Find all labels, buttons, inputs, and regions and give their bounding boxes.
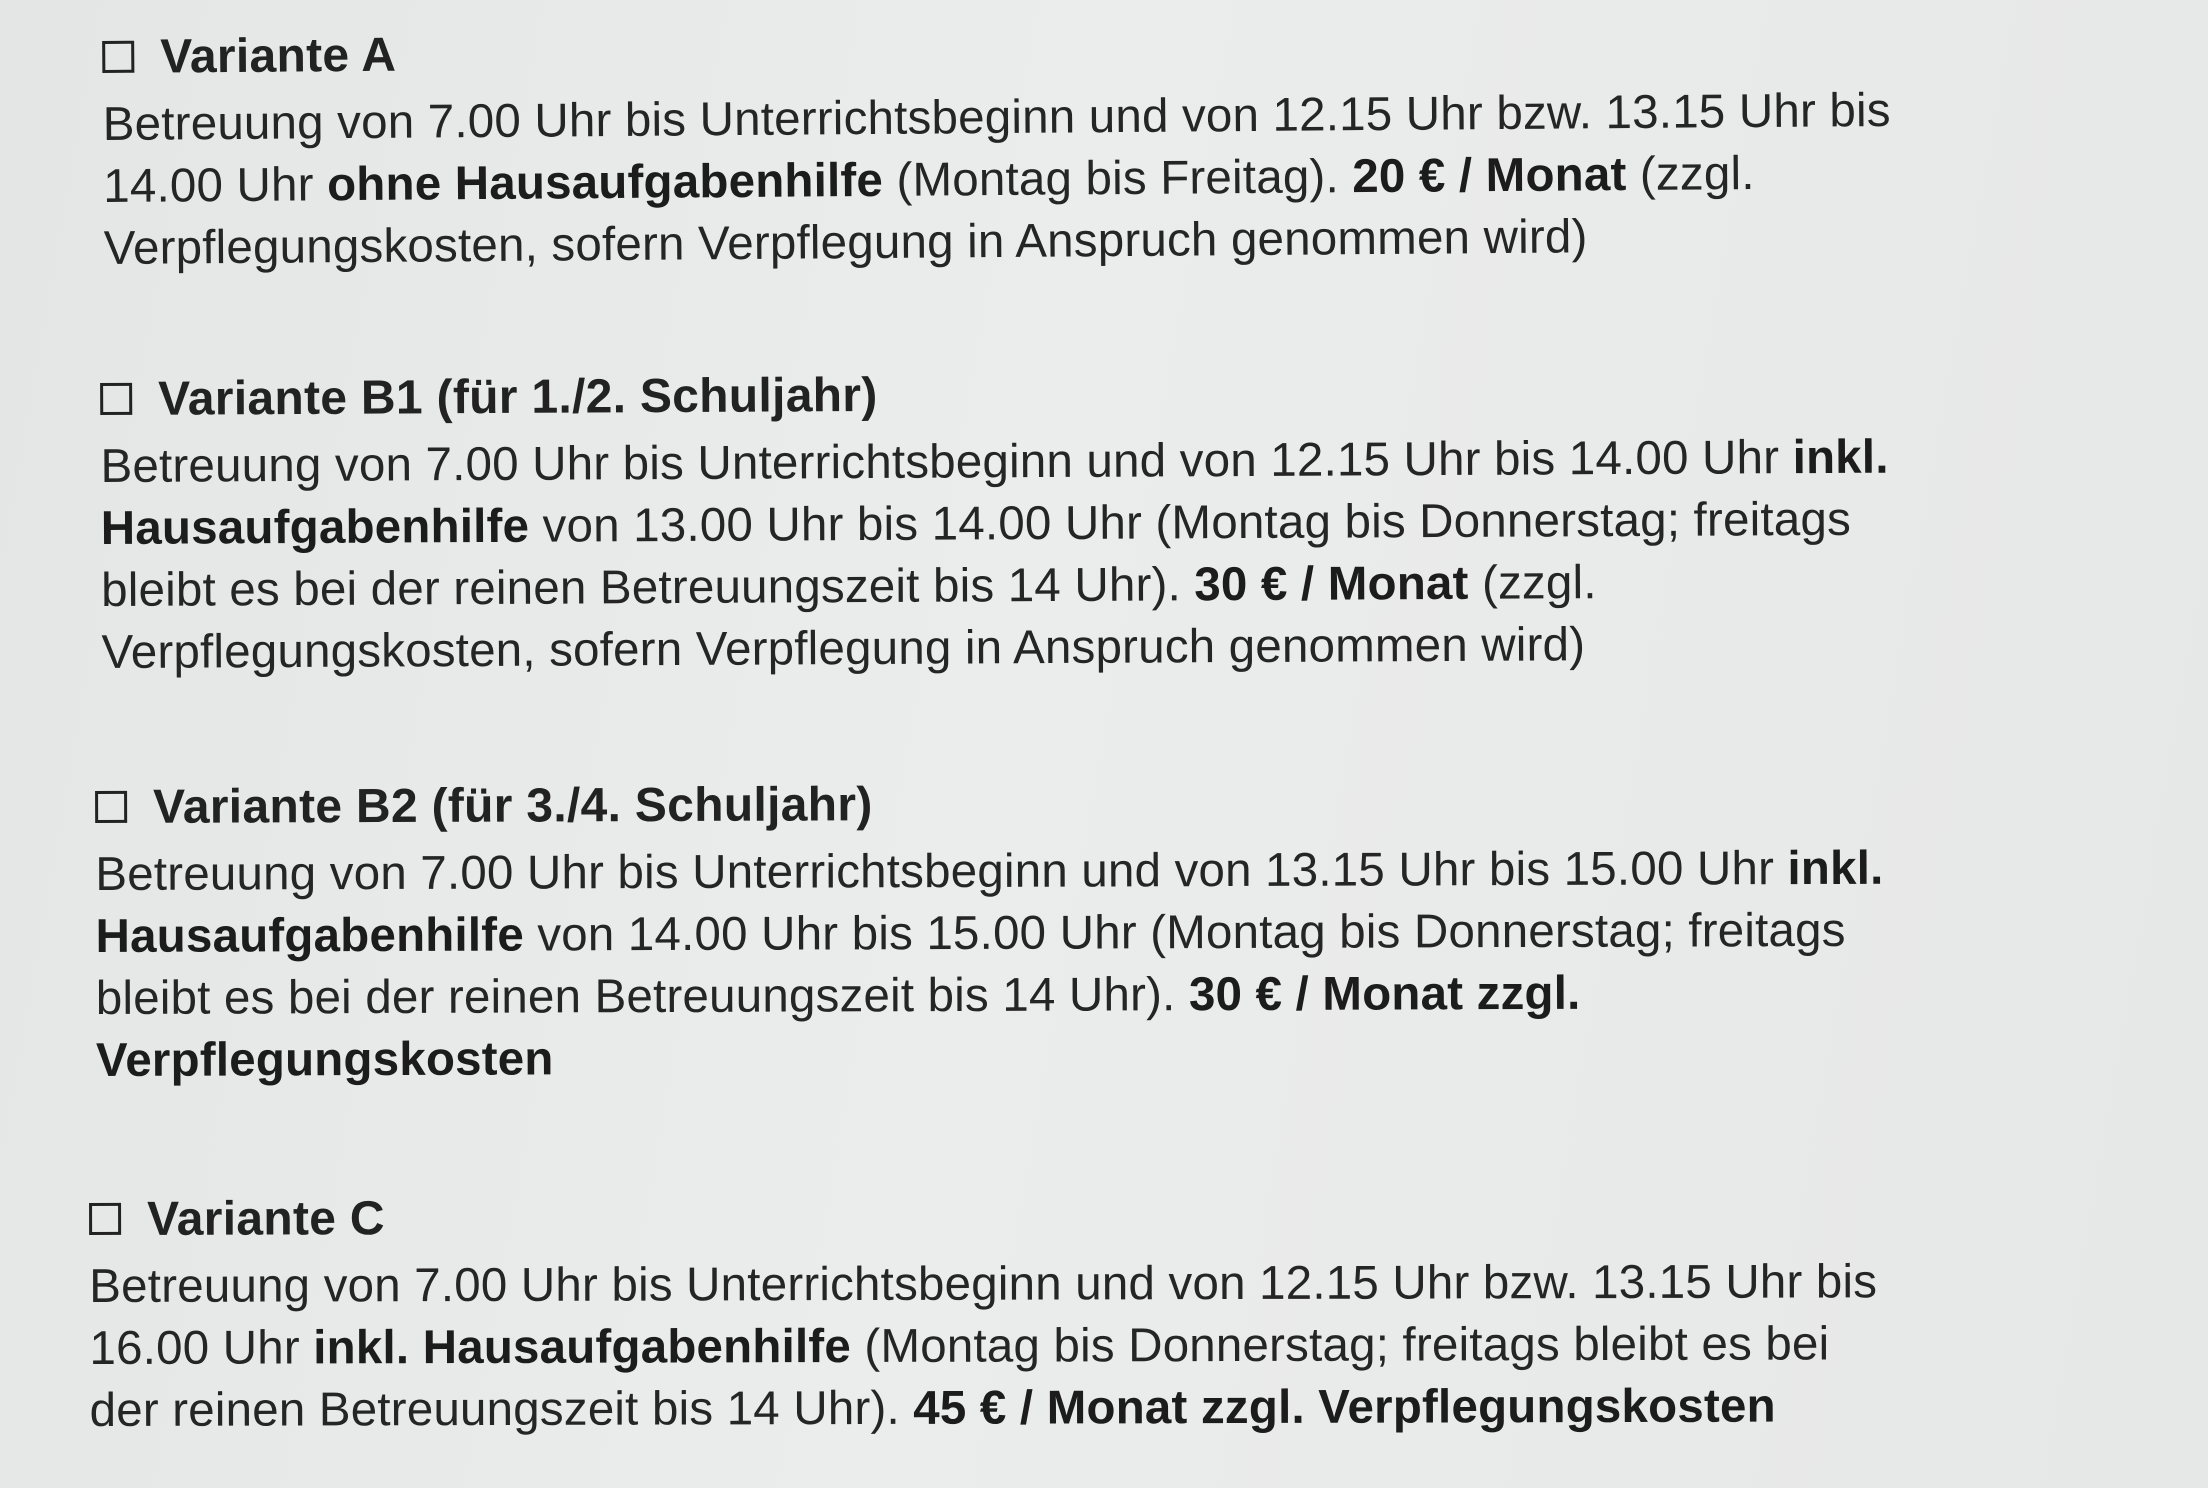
bold-text: 30 € / Monat (1194, 556, 1469, 612)
bold-text: 20 € / Monat (1352, 148, 1627, 204)
option-variante-b1 (100, 357, 1890, 684)
bold-text: inkl. (1792, 430, 1889, 485)
option-variante-c (89, 1181, 1878, 1442)
checkbox-variante-c[interactable] (89, 1203, 121, 1235)
text-run: (zzgl. (1626, 147, 1755, 202)
option-heading (102, 10, 1890, 90)
checkbox-variante-b2[interactable] (95, 791, 127, 823)
bold-text: inkl. Hausaufgabenhilfe (313, 1320, 852, 1375)
option-heading (89, 1181, 1877, 1252)
text-run: (zzgl. (1468, 556, 1597, 610)
text-run: (Montag bis Freitag). (882, 150, 1353, 207)
text-run: 14.00 Uhr (103, 158, 328, 213)
option-heading (100, 357, 1888, 432)
option-heading (95, 768, 1883, 840)
text-line (96, 962, 1884, 1030)
text-run: von 14.00 Uhr bis 15.00 Uhr (Montag bis Donnerstag; freitags (523, 903, 1846, 962)
option-title: Variante B2 (für 3./4. Schuljahr) (153, 777, 873, 834)
text-run: Betreuung von 7.00 Uhr bis Unterrichtsbeginn und von 12.15 Uhr bzw. 13.15 Uhr bis (102, 83, 1891, 151)
text-run: Verpflegungskosten, sofern Verpflegung in Anspruch genommen wird) (103, 210, 1588, 275)
text-run: Betreuung von 7.00 Uhr bis Unterrichtsbeginn und von 12.15 Uhr bzw. 13.15 Uhr bis (89, 1255, 1878, 1313)
checkbox-variante-a[interactable] (102, 41, 134, 73)
text-line (90, 1375, 1878, 1442)
bold-text: ohne Hausaufgabenhilfe (326, 153, 884, 212)
text-line (89, 1251, 1877, 1318)
text-run: bleibt es bei der reinen Betreuungszeit bis 14 Uhr). (95, 968, 1190, 1025)
text-line (104, 204, 1892, 280)
option-description (89, 1251, 1877, 1442)
option-variante-b2 (95, 768, 1884, 1092)
text-run: Betreuung von 7.00 Uhr bis Unterrichtsbeginn und von 12.15 Uhr bis 14.00 Uhr (100, 431, 1793, 493)
text-line (95, 900, 1883, 968)
option-description (103, 80, 1892, 280)
text-run: bleibt es bei der reinen Betreuungszeit bis 14 Uhr). (101, 558, 1195, 617)
option-title: Variante A (160, 28, 397, 84)
text-run: 16.00 Uhr (89, 1321, 314, 1375)
option-title: Variante B1 (für 1./2. Schuljahr) (158, 368, 878, 426)
option-title: Variante C (147, 1191, 385, 1246)
bold-text: Hausaufgabenhilfe (100, 499, 530, 555)
text-run: (Montag bis Donnerstag; freitags bleibt es bei (850, 1317, 1830, 1374)
text-line (96, 1024, 1884, 1092)
option-variante-a (102, 10, 1892, 280)
text-line (89, 1313, 1877, 1380)
bold-text: Hausaufgabenhilfe (95, 908, 524, 963)
text-line (95, 838, 1883, 906)
bold-text: 30 € / Monat zzgl. (1188, 966, 1581, 1022)
text-run: der reinen Betreuungszeit bis 14 Uhr). (89, 1381, 914, 1437)
text-line (101, 551, 1889, 622)
option-description (100, 427, 1889, 684)
bold-text: Verpflegungskosten (95, 1032, 554, 1087)
text-run: Verpflegungskosten, sofern Verpflegung in Anspruch genommen wird) (101, 618, 1586, 679)
text-line (101, 489, 1889, 560)
text-run: von 13.00 Uhr bis 14.00 Uhr (Montag bis Donnerstag; freitags (529, 492, 1852, 553)
bold-text: 45 € / Monat zzgl. Verpflegungskosten (913, 1379, 1776, 1435)
option-description (95, 838, 1884, 1092)
bold-text: inkl. (1787, 841, 1884, 896)
text-line (101, 613, 1889, 684)
checkbox-variante-b1[interactable] (100, 383, 132, 415)
text-line (100, 427, 1888, 498)
text-run: Betreuung von 7.00 Uhr bis Unterrichtsbeginn und von 13.15 Uhr bis 15.00 Uhr (95, 842, 1788, 901)
